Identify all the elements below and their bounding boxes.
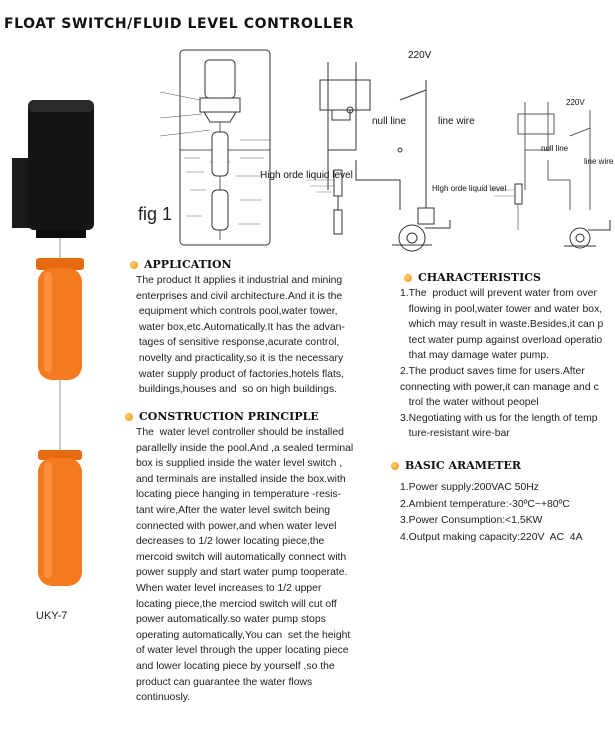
construction-line: operating automatically,You can set the height bbox=[136, 629, 351, 641]
controller-body bbox=[28, 100, 94, 230]
product-photo bbox=[0, 100, 110, 620]
construction-line: mercoid switch will automatically connect with bbox=[136, 551, 347, 563]
construction-line: locating piece hanging in temperature -resis- bbox=[136, 489, 342, 501]
line-wire-label-small: line wire bbox=[584, 157, 614, 166]
construction-line: connected with power,and when water level bbox=[136, 520, 337, 532]
voltage-label: 220V bbox=[408, 50, 432, 61]
characteristics-line: tect water pump against overload operatio bbox=[400, 334, 603, 346]
application-line: novelty and practicality,so it is the necessary bbox=[136, 352, 344, 364]
characteristics-heading: CHARACTERISTICS bbox=[404, 271, 541, 284]
construction-line: power supply and start water pump tooperate. bbox=[136, 567, 348, 579]
construction-line: parallelly inside the pool.And ,a sealed terminal bbox=[136, 442, 354, 454]
basic-parameter-list bbox=[400, 480, 615, 546]
construction-line: and terminals are installed inside the box.with bbox=[136, 473, 346, 485]
construction-line: When water level increases to 1/2 upper bbox=[136, 582, 322, 594]
null-line-label-small: null line bbox=[541, 144, 569, 153]
construction-line: power automatically.so water pump stops bbox=[136, 614, 326, 626]
construction-text bbox=[136, 425, 381, 706]
application-line: equipment which controls pool,water tower, bbox=[136, 306, 338, 318]
characteristics-line: trol the water without peopel bbox=[400, 397, 539, 409]
construction-line: product can guarantee the water flows bbox=[136, 676, 313, 688]
construction-line: The water level controller should be installed bbox=[136, 427, 344, 438]
bullet-icon bbox=[125, 413, 133, 421]
application-line: enterprises and civil architecture.And it is the bbox=[136, 290, 343, 302]
bullet-icon bbox=[404, 274, 412, 282]
construction-line: tant wire,After the water level switch being bbox=[136, 504, 331, 516]
voltage-label-small: 220V bbox=[566, 98, 585, 107]
liquid-level-label: High orde liquid level bbox=[260, 170, 353, 181]
parameter-line: 2.Ambient temperature:-30ºC~+80ºC bbox=[400, 498, 570, 510]
parameter-line: 4.Output making capacity:220V AC 4A bbox=[400, 531, 583, 543]
fig-label: fig 1 bbox=[138, 204, 173, 224]
application-line: buildings,houses and so on high buildings. bbox=[136, 384, 338, 396]
characteristics-line: 2.The product saves time for users.After bbox=[400, 365, 585, 377]
construction-line: of water level through the upper locating piece bbox=[136, 645, 349, 657]
characteristics-line: 3.Negotiating with us for the length of temp bbox=[400, 412, 598, 424]
application-line: The product It applies it industrial and mining bbox=[136, 275, 343, 286]
application-line: water supply product of factories,hotels flats, bbox=[136, 368, 344, 380]
page-title: FLOAT SWITCH/FLUID LEVEL CONTROLLER bbox=[4, 16, 355, 32]
characteristics-line: ture-resistant wire-bar bbox=[400, 428, 510, 440]
construction-line: locating piece,the merciod switch will cut off bbox=[136, 598, 337, 610]
bullet-icon bbox=[391, 462, 399, 470]
characteristics-line: flowing in pool,water tower and water box, bbox=[400, 303, 603, 315]
characteristics-line: which may result in waste.Besides,it can p bbox=[400, 319, 604, 331]
construction-heading: CONSTRUCTION PRINCIPLE bbox=[125, 410, 319, 423]
characteristics-line: 1.The product will prevent water from over bbox=[400, 288, 597, 299]
construction-line: decreases to 1/2 lower locating piece,the bbox=[136, 536, 325, 548]
characteristics-list bbox=[400, 286, 615, 442]
characteristics-line: that may damage water pump. bbox=[400, 350, 550, 362]
model-label: UKY-7 bbox=[36, 610, 68, 622]
application-line: water box,etc.Automatically.It has the advan- bbox=[136, 321, 345, 333]
line-wire-label: line wire bbox=[438, 116, 475, 127]
construction-line: box is supplied inside the water level switch , bbox=[136, 458, 343, 470]
characteristics-line: connecting with power,it can manage and c bbox=[400, 381, 599, 393]
liquid-level-label-small: High orde liquid level bbox=[432, 184, 507, 193]
application-heading: APPLICATION bbox=[130, 258, 232, 271]
basic-parameter-heading: BASIC ARAMETER bbox=[391, 459, 521, 472]
parameter-line: 1.Power supply:200VAC 50Hz bbox=[400, 482, 539, 493]
construction-line: and lower locating piece by yourself ,so the bbox=[136, 660, 335, 672]
application-line: tages of sensitive response,acurate control, bbox=[136, 337, 340, 349]
construction-line: continuosly. bbox=[136, 692, 191, 704]
null-line-label: null line bbox=[372, 116, 406, 127]
parameter-line: 3.Power Consumption:<1.5KW bbox=[400, 515, 543, 526]
bullet-icon bbox=[130, 261, 138, 269]
application-text bbox=[136, 273, 376, 398]
